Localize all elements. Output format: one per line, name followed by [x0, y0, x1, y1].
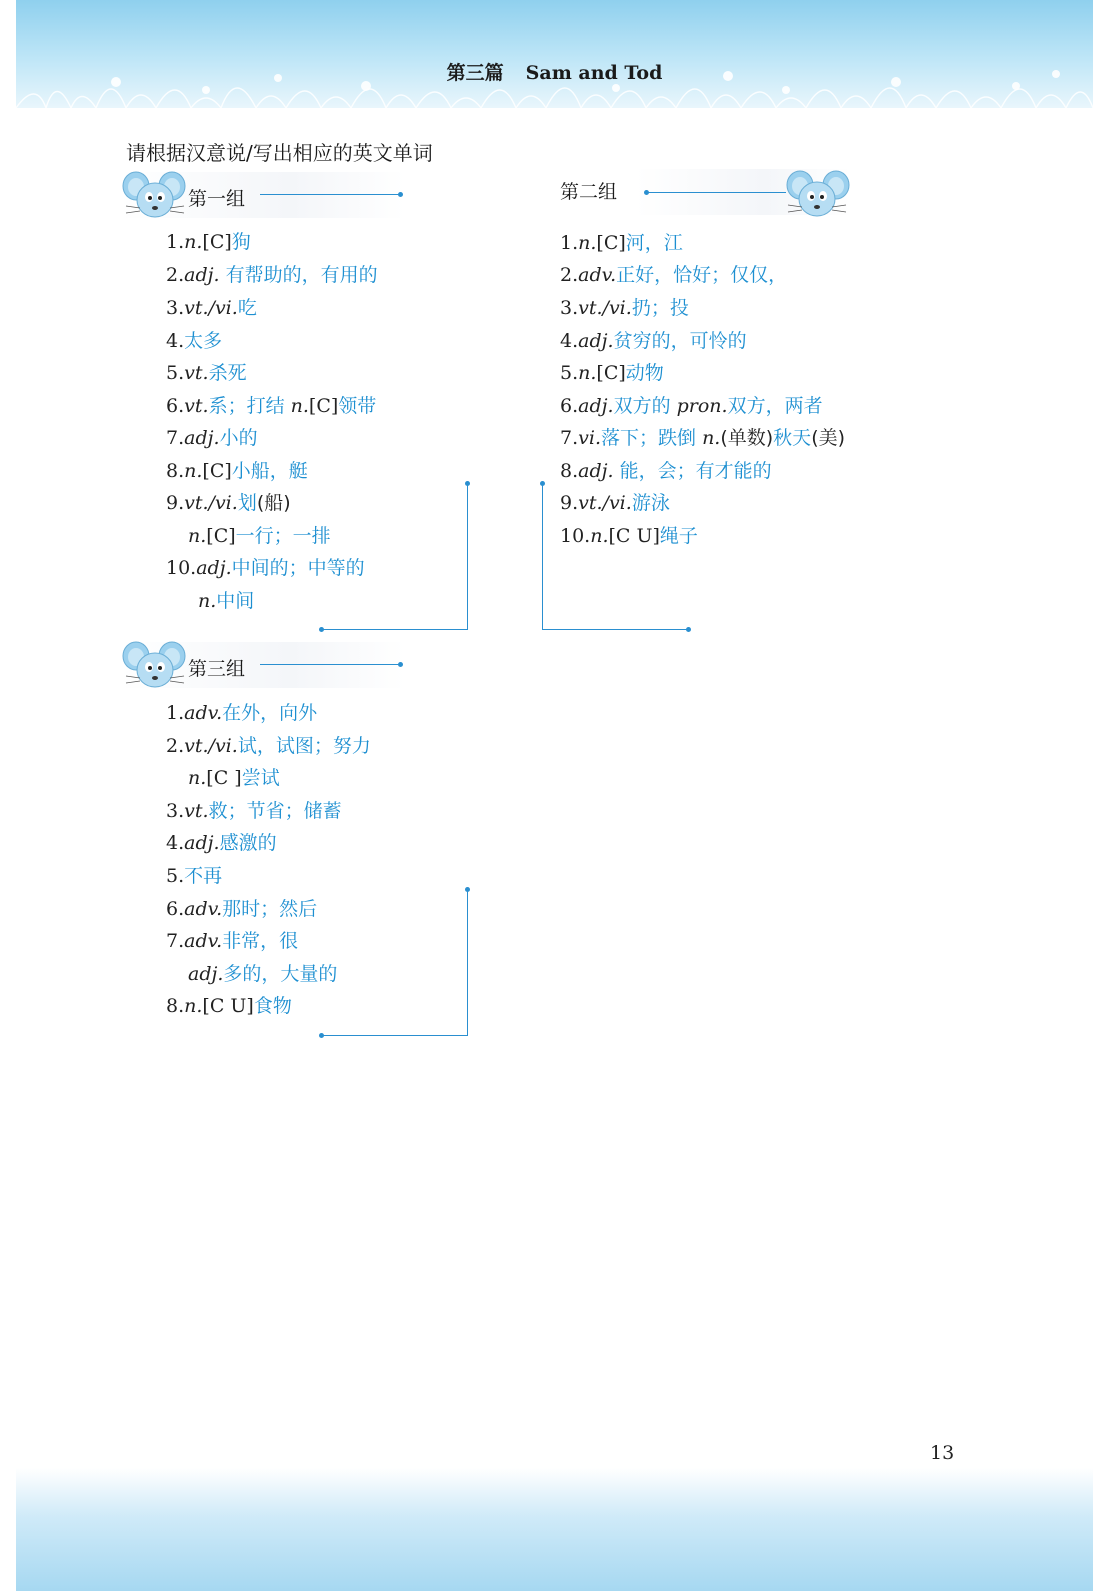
- group-1-entry-2: 2.adj. 有帮助的，有用的: [166, 264, 378, 286]
- page-footer-band: [16, 1468, 1093, 1591]
- group-3-header: [120, 638, 410, 692]
- group-2-entry-4: 4.adj.贫穷的，可怜的: [560, 330, 747, 352]
- page-title: [16, 58, 1093, 85]
- group-2-entry-10: 10.n.[C U]绳子: [560, 525, 698, 547]
- group-1-entry-7: 7.adj.小的: [166, 427, 258, 449]
- group-2-entry-6: 6.adj.双方的 pron.双方，两者: [560, 395, 823, 417]
- group-3-entry-8: 8.n.[C U]食物: [166, 995, 292, 1017]
- group-1-entry-10b: n.中间: [198, 590, 255, 612]
- group-2-header: [556, 165, 856, 219]
- group-3-entry-1: 1.adv.在外，向外: [166, 702, 318, 724]
- group-3-title: 第三组: [188, 658, 246, 680]
- group-2-entry-7: 7.vi.落下；跌倒 n.(单数)秋天(美): [560, 427, 846, 449]
- group-1-entry-5: 5.vt.杀死: [166, 362, 247, 384]
- page-header-band: [16, 0, 1093, 108]
- group-1-entry-9b: n.[C]一行；一排: [188, 525, 331, 547]
- group-3-entry-7b: adj.多的，大量的: [188, 963, 338, 985]
- group-1-entry-6: 6.vt.系；打结 n.[C]领带: [166, 395, 377, 417]
- group-2-entry-3: 3.vt./vi.扔；投: [560, 297, 689, 319]
- group-2-title: 第二组: [560, 181, 618, 203]
- page-number: 13: [930, 1442, 955, 1464]
- group-1-title: 第一组: [188, 188, 246, 210]
- chapter-title-english: Sam and Tod: [525, 62, 663, 84]
- group-3-entry-4: 4.adj.感激的: [166, 832, 277, 854]
- group-3-entry-6: 6.adv.那时；然后: [166, 898, 318, 920]
- chapter-label: 第三篇: [446, 62, 504, 84]
- group-1-entry-10: 10.adj.中间的；中等的: [166, 557, 365, 579]
- instruction-text: 请根据汉意说/写出相应的英文单词: [126, 141, 433, 165]
- group-1-entry-4: 4.太多: [166, 330, 223, 352]
- group-3-entry-2: 2.vt./vi.试，试图；努力: [166, 735, 371, 757]
- group-3-entry-5: 5.不再: [166, 865, 223, 887]
- group-2-entry-9: 9.vt./vi.游泳: [560, 492, 670, 514]
- group-1-entry-1: 1.n.[C]狗: [166, 231, 251, 253]
- mouse-head-icon: [786, 167, 850, 221]
- group-2-entry-2: 2.adv.正好，恰好；仅仅，: [560, 264, 788, 286]
- group-3-entry-2b: n.[C ]尝试: [188, 767, 280, 789]
- group-1-entry-3: 3.vt./vi.吃: [166, 297, 257, 319]
- group-1-entry-8: 8.n.[C]小船，艇: [166, 460, 308, 482]
- mouse-head-icon: [122, 168, 186, 222]
- group-1-header: [120, 168, 410, 222]
- group-2-entry-5: 5.n.[C]动物: [560, 362, 664, 384]
- group-3-entry-7: 7.adv.非常，很: [166, 930, 299, 952]
- group-2-entry-8: 8.adj. 能，会；有才能的: [560, 460, 772, 482]
- group-1-entry-9: 9.vt./vi.划(船): [166, 492, 291, 514]
- mouse-head-icon: [122, 638, 186, 692]
- group-2-entry-1: 1.n.[C]河，江: [560, 232, 683, 254]
- group-3-entry-3: 3.vt.救；节省；储蓄: [166, 800, 342, 822]
